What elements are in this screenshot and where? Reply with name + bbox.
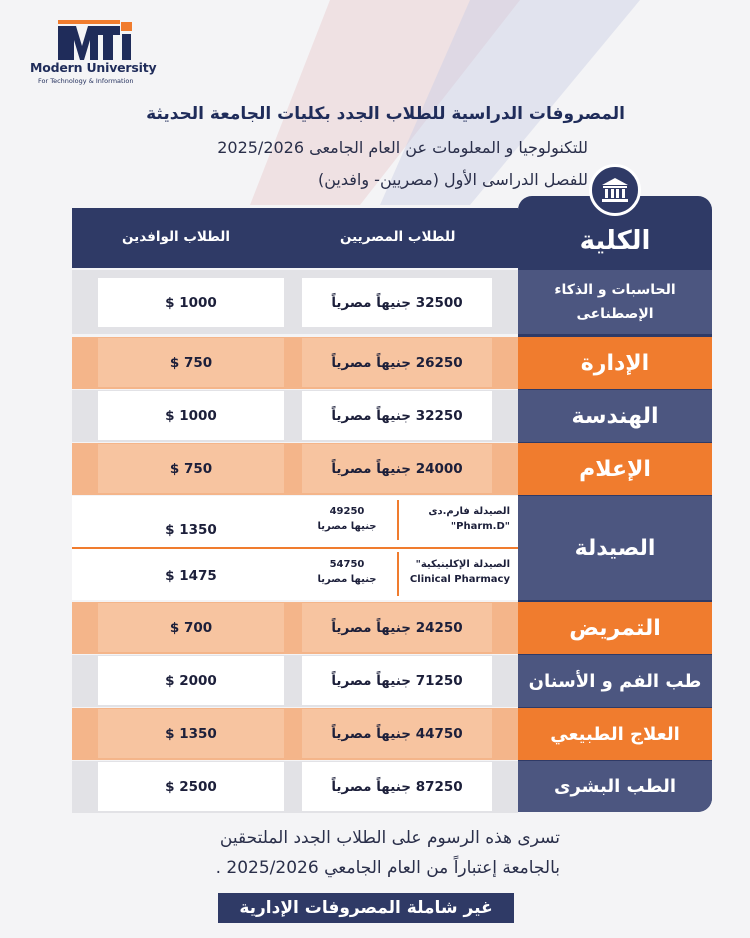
admin-fees-note: غير شاملة المصروفات الإدارية <box>218 893 514 923</box>
college-physical-therapy: العلاج الطبيعي <box>518 708 712 760</box>
clinical-pharmacy-program <box>404 557 510 587</box>
college-computers-ai: الحاسبات و الذكاء الإصطناعى <box>518 270 712 334</box>
header-college: الكلية <box>579 226 651 256</box>
university-building-icon <box>589 164 641 216</box>
egyptian-fee: 32500 جنيهاً مصرياً <box>302 278 492 327</box>
clinical-pharmacy-foreign-fee: $ 1475 <box>165 568 217 584</box>
college-management: الإدارة <box>518 337 712 389</box>
pharmd-currency: جنيها مصريا <box>317 521 377 532</box>
subtitle-line-2: للفصل الدراسى الأول (مصريين- وافدين) <box>318 170 588 189</box>
header-egyptian-students: للطلاب المصريين <box>340 229 456 245</box>
pharmd-arabic: الصيدلة فارم.دى <box>428 506 510 517</box>
foreign-fee: $ 1350 <box>98 709 284 758</box>
subtitle-line-1: للتكنولوجيا و المعلومات عن العام الجامعى 2025/2026 <box>217 138 588 157</box>
table-header-band <box>72 208 518 268</box>
university-logo <box>30 20 160 90</box>
mti-logo-mark <box>58 20 134 60</box>
college-media: الإعلام <box>518 443 712 495</box>
college-dentistry: طب الفم و الأسنان <box>518 655 712 707</box>
pharmd-amount: 49250 <box>329 506 365 517</box>
egyptian-fee: 32250 جنيهاً مصرياً <box>302 391 492 440</box>
pharmacy-vdivider-2 <box>397 552 399 596</box>
footer-line-1: تسرى هذه الرسوم على الطلاب الجدد الملتحقين <box>219 828 560 848</box>
egyptian-fee: 71250 جنيهاً مصرياً <box>302 656 492 705</box>
egyptian-fee: 24250 جنيهاً مصرياً <box>302 603 492 652</box>
college-pharmacy: الصيدلة <box>518 496 712 600</box>
foreign-fee: $ 750 <box>98 444 284 493</box>
egyptian-fee: 26250 جنيهاً مصرياً <box>302 338 492 387</box>
egyptian-fee: 87250 جنيهاً مصرياً <box>302 762 492 811</box>
pharmd-foreign-fee: $ 1350 <box>165 522 217 538</box>
pharmd-program <box>404 504 510 534</box>
clinical-pharmacy-currency: جنيها مصريا <box>317 574 377 585</box>
egyptian-fee: 44750 جنيهاً مصرياً <box>302 709 492 758</box>
foreign-fee: $ 1000 <box>98 278 284 327</box>
pharmacy-vdivider-1 <box>397 500 399 540</box>
foreign-fee: $ 750 <box>98 338 284 387</box>
header-foreign-students: الطلاب الوافدين <box>122 229 231 245</box>
clinical-pharmacy-amount: 54750 <box>329 559 365 570</box>
foreign-fee: $ 1000 <box>98 391 284 440</box>
college-nursing: التمريض <box>518 602 712 654</box>
egyptian-fee: 24000 جنيهاً مصرياً <box>302 444 492 493</box>
foreign-fee: $ 2000 <box>98 656 284 705</box>
foreign-fee: $ 700 <box>98 603 284 652</box>
university-name: Modern University <box>30 60 157 75</box>
college-medicine: الطب البشرى <box>518 761 712 812</box>
university-tagline: For Technology & Information <box>38 77 134 85</box>
clinical-pharmacy-arabic: الصيدلة الإكلينيكية" <box>415 559 510 570</box>
footer-line-2: بالجامعة إعتباراً من العام الجامعي 2025/2026 . <box>215 858 560 878</box>
pharmd-english: "Pharm.D" <box>450 521 510 532</box>
pharmd-egyptian-fee <box>304 504 390 534</box>
college-engineering: الهندسة <box>518 390 712 442</box>
foreign-fee: $ 2500 <box>98 762 284 811</box>
clinical-pharmacy-english: Clinical Pharmacy <box>409 574 510 585</box>
page-title: المصروفات الدراسية للطلاب الجدد بكليات الجامعة الحديثة <box>146 104 625 124</box>
clinical-pharmacy-egyptian-fee <box>304 557 390 587</box>
